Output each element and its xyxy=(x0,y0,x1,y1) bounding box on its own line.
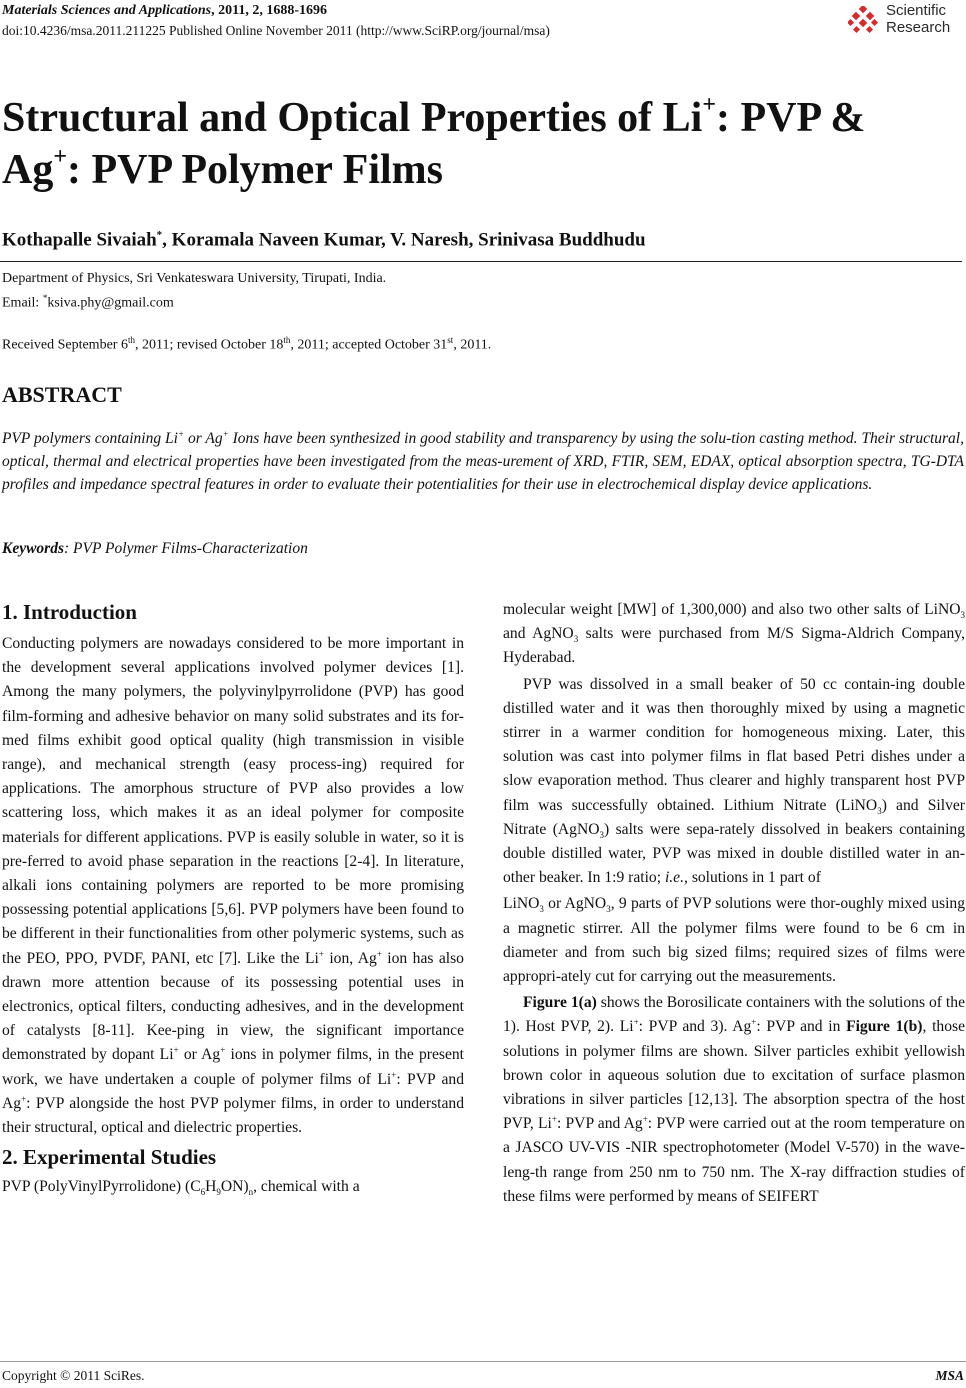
ion-sup: + xyxy=(21,1093,27,1104)
email-mark: * xyxy=(42,293,48,303)
abstract-heading: ABSTRACT xyxy=(2,382,122,407)
ion-sup: + xyxy=(551,1114,557,1125)
body-text: PVP (PolyVinylPyrrolidone) (C xyxy=(2,1178,201,1196)
body-text: ion, Ag xyxy=(323,949,377,967)
formula-sub: 3 xyxy=(877,805,882,816)
footer-divider xyxy=(0,1361,966,1362)
title-sup: + xyxy=(702,92,717,118)
body-text: or Ag xyxy=(178,1046,221,1064)
body-text: , chemical with a xyxy=(253,1178,360,1196)
body-text: ON) xyxy=(220,1178,249,1196)
section-heading-introduction: 1. Introduction xyxy=(2,600,137,624)
body-text: : PVP and in xyxy=(756,1018,847,1036)
body-text: LiNO xyxy=(503,895,540,913)
body-text: salts were purchased from M/S Sigma-Aldrich Company, Hyderabad. xyxy=(503,625,965,667)
ion-sup: + xyxy=(177,429,185,439)
keywords xyxy=(2,540,308,558)
body-text: or AgNO xyxy=(543,895,607,913)
body-text: molecular weight [MW] of 1,300,000) and also two other salts of LiNO xyxy=(503,601,961,618)
logo-word-scientific: Scientific xyxy=(886,2,947,19)
title-text: Ag xyxy=(2,147,54,193)
body-text: : PVP and Ag xyxy=(2,1070,464,1112)
body-text: and AgNO xyxy=(503,625,574,643)
body-text: : PVP alongside the host PVP polymer films, in order to understand their structural, optical and dielectric properties. xyxy=(2,1094,464,1137)
formula-sub: n xyxy=(248,1187,254,1198)
left-column xyxy=(2,597,464,1199)
affiliation: Department of Physics, Sri Venkateswara University, Tirupati, India. xyxy=(2,271,387,286)
ion-sup: + xyxy=(376,948,382,959)
body-text: , 9 parts of PVP solutions were thor-oughly mixed using a magnetic stirrer. All the polymer films were found to be 6 cm in diameter and from such big sized films; required sizes of films were appropri-ately cut for carrying out the measurements. xyxy=(503,895,965,986)
body-text: ion has also drawn more attention because of its possessing potential uses in electronics, optical filters, conducting adhesives, and in the development of catalysts [8-11]. Kee-ping in view, the significant importance demonstrated by dopant Li xyxy=(2,949,464,1064)
keywords-label: Keywords xyxy=(2,540,64,557)
doi-line: doi:10.4236/msa.2011.211225 Published Online November 2011 (http://www.SciRP.org/journal/msa) xyxy=(2,23,550,38)
formula-sub: 3 xyxy=(539,904,544,915)
received-text: , 2011; accepted October 31 xyxy=(290,337,448,353)
keywords-sep: : xyxy=(64,540,74,557)
body-text: ions in polymer films, in the present work, we have undertaken a couple of polymer films of Li xyxy=(2,1046,465,1088)
journal-citation xyxy=(2,3,327,19)
ordinal-sup: st xyxy=(447,335,454,345)
received-text: , 2011; revised October 18 xyxy=(134,337,284,353)
email-address[interactable]: ksiva.phy@gmail.com xyxy=(47,295,174,311)
ion-sup: + xyxy=(318,948,324,959)
formula-sub: 3 xyxy=(960,610,965,621)
body-text: ) and Silver Nitrate (AgNO xyxy=(503,796,965,838)
formula-sub: 9 xyxy=(216,1187,221,1198)
author-first: Kothapalle Sivaiah xyxy=(2,229,157,251)
body-text: shows the Borosilicate containers with the solutions of the 1). Host PVP, 2). Li xyxy=(503,994,965,1036)
journal-volume: , 2011, 2, 1688-1696 xyxy=(211,3,327,18)
logo-mark-icon xyxy=(848,6,878,36)
body-text: ) salts were sepa-rately dissolved in beakers containing double distilled water, PVP was mixed in double distilled water in an-other beaker. In 1:9 ratio; xyxy=(503,820,965,887)
right-paragraph-1 xyxy=(503,598,965,671)
email-line xyxy=(2,293,174,312)
right-column xyxy=(503,598,965,1209)
body-text: : PVP were carried out at the room temperature on a JASCO UV-VIS -NIR spectrophotometer (Model V-570) in the wave-leng-th range from 250 nm to 750 nm. The X-ray diffraction studies of these films were performed by means of SEIFERT xyxy=(503,1115,965,1205)
keywords-text: PVP Polymer Films-Characterization xyxy=(73,540,308,557)
body-text: , those solutions in polymer films are shown. Silver particles exhibit yellowish brown color in aqueous solution due to excitation of surface plasmon vibrations in silver particles [12,13]. The absorption spectra of the host PVP, Li xyxy=(503,1018,965,1133)
author-list xyxy=(2,229,646,251)
received-dates xyxy=(2,335,491,354)
ion-sup: + xyxy=(751,1017,757,1028)
body-text: H xyxy=(205,1178,217,1196)
copyright-notice: Copyright © 2011 SciRes. xyxy=(2,1368,145,1383)
title-text: Structural and Optical Properties of Li xyxy=(2,95,703,141)
formula-sub: 6 xyxy=(200,1187,206,1198)
journal-abbrev: MSA xyxy=(935,1368,964,1383)
ion-sup: + xyxy=(391,1069,397,1080)
ion-sup: + xyxy=(173,1045,179,1056)
author-rest: , Koramala Naveen Kumar, V. Naresh, Srinivasa Buddhudu xyxy=(162,229,646,251)
corresponding-mark: * xyxy=(156,229,163,241)
italic-ie: i.e. xyxy=(664,869,685,887)
body-text: PVP was dissolved in a small beaker of 50 cc contain-ing double distilled water and it was then thoroughly mixed by using a magnetic stirrer in a warmer condition for homogeneous mixing. Later, this solution was cast into polymer films in flat based Petri dishes under a slow evaporation method. Thus clearer and highly transparent host PVP film was successfully obtained. Lithium Nitrate (LiNO xyxy=(503,675,965,814)
formula-sub: 3 xyxy=(573,634,579,645)
ion-sup: + xyxy=(642,1114,648,1125)
title-text: : PVP & xyxy=(716,95,866,141)
abstract-text: PVP polymers containing Li xyxy=(2,430,178,448)
title-text: : PVP Polymer Films xyxy=(67,147,444,193)
abstract-text: or Ag xyxy=(184,430,223,448)
body-text: : PVP and 3). Ag xyxy=(638,1018,752,1036)
journal-name: Materials Sciences and Applications xyxy=(2,3,212,18)
body-text: Conducting polymers are nowadays considered to be more important in the development several applications involved polymer devices [1]. Among the many polymers, the polyvinylpyrrolidone (PVP) has good film-forming and adhesive behavior on many solid substrates and its for-med films exhibit good optical quality (high transmission in visible range), and mechanical strength (easy process-ing) required for applications. The amorphous structure of PVP also provides a low scattering loss, which makes it as an ideal polymer for composite materials for different applications. PVP is easily soluble in water, so it is pre-ferred to avoid phase separation in the reactions [2-4]. In literature, alkali ions containing polymers are reported to be more promising possessing potential applications [5,6]. PVP polymers have been found to be different in their functionalities from other polymeric systems, such as the PEO, PPO, PVDF, PANI, etc [7]. Like the Li xyxy=(2,635,464,967)
ion-sup: + xyxy=(222,429,229,439)
ion-sup: + xyxy=(633,1017,639,1028)
email-label: Email: xyxy=(2,295,43,311)
right-paragraph-4 xyxy=(503,991,965,1209)
body-text: , solutions in 1 part of xyxy=(684,869,821,887)
abstract-body xyxy=(2,423,964,496)
body-text: : PVP and Ag xyxy=(556,1115,643,1133)
section-heading-experimental: 2. Experimental Studies xyxy=(2,1145,217,1170)
experimental-paragraph xyxy=(2,1175,464,1199)
paper-title xyxy=(2,92,962,196)
abstract-text: Ions have been synthesized in good stability and transparency by using the solu-tion casting method. Their structural, optical, thermal and electrical properties have been investigated from the meas-urement of XRD, FTIR, SEM, EDAX, optical absorption spectra, TG-DTA profiles and impedance spectral features in order to evaluate their potentialities for their use in electrochemical display device applications. xyxy=(2,430,964,494)
publisher-logo xyxy=(848,2,966,42)
ion-sup: + xyxy=(220,1045,226,1056)
title-divider xyxy=(0,261,962,262)
logo-word-research: Research xyxy=(886,19,951,36)
figure-1a-link[interactable]: Figure 1(a) xyxy=(523,994,597,1012)
ordinal-sup: th xyxy=(283,335,291,345)
formula-sub: 3 xyxy=(599,829,604,840)
formula-sub: 3 xyxy=(606,904,611,915)
figure-1b-link[interactable]: Figure 1(b) xyxy=(846,1018,923,1036)
received-text: Received September 6 xyxy=(2,337,128,353)
right-paragraph-2 xyxy=(503,673,965,891)
intro-paragraph xyxy=(2,632,464,1140)
title-sup: + xyxy=(53,144,68,170)
received-text: , 2011. xyxy=(453,337,492,353)
ordinal-sup: th xyxy=(127,335,135,345)
right-paragraph-3 xyxy=(503,892,965,989)
